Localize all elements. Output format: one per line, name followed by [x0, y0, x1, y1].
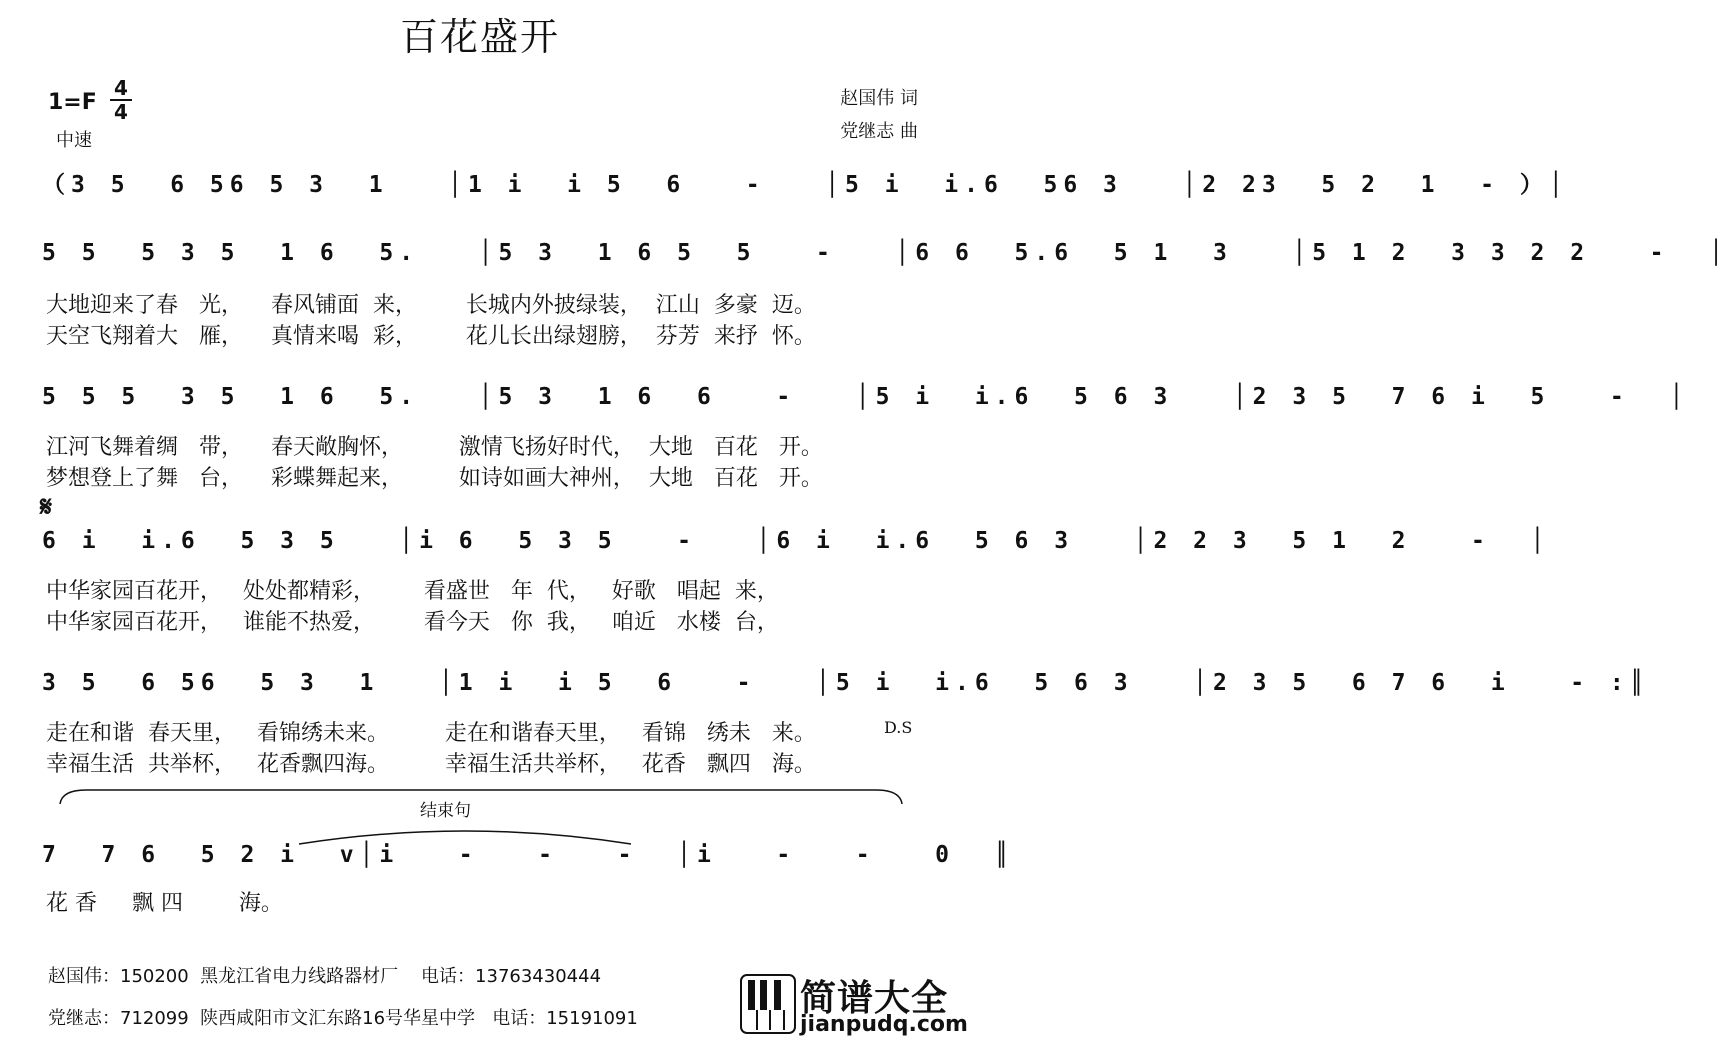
system-4-notes: 6 i i.6 5 3 5 │i 6 5 3 5 - │6 i i.6 5 6 3 │2 2 3 5 1 2 - │ [42, 528, 1551, 554]
system-5-notes: 3 5 6 56 5 3 1 │1 i i 5 6 - │5 i i.6 5 6 3 │2 3 5 6 7 6 i - :║ [42, 670, 1650, 696]
system-5-lyric-verse-1: 走在和谐 春天里， 看锦绣未来。 走在和谐春天里， 看锦 绣未 来。 [46, 721, 816, 746]
system-4-lyric-verse-2: 中华家园百花开， 谁能不热爱， 看今天 你 我， 咱近 水楼 台， [46, 610, 779, 635]
footer-contact-lyricist: 赵国伟：150200 黑龙江省电力线路器材厂 电话：13763430444 [48, 966, 602, 987]
system-6-notes: 7 7 6 5 2 i v│i - - - │i - - 0 ║ [42, 842, 1015, 868]
time-signature [110, 78, 132, 122]
system-2-notes: 5 5 5 3 5 1 6 5. │5 3 1 6 5 5 - │6 6 5.6 5 1 3 │5 1 2 3 3 2 2 - │ [42, 240, 1729, 266]
system-1-notes: （3 5 6 56 5 3 1 │1 i i 5 6 - │5 i i.6 56 3 │2 23 5 2 1 - ）│ [42, 172, 1569, 198]
system-2-lyric-verse-2: 天空飞翔着大 雁， 真情来喝 彩， 花儿长出绿翅膀， 芬芳 来抒 怀。 [46, 324, 816, 349]
system-4-lyric-verse-1: 中华家园百花开， 处处都精彩， 看盛世 年 代， 好歌 唱起 来， [46, 579, 779, 604]
system-5-lyric-verse-2: 幸福生活 共举杯， 花香飘四海。 幸福生活共举杯， 花香 飘四 海。 [46, 752, 816, 777]
logo-url[interactable]: jianpudq.com [800, 1012, 968, 1037]
system-2-lyric-verse-1: 大地迎来了春 光， 春风铺面 来， 长城内外披绿装， 江山 多豪 迈。 [46, 293, 816, 318]
piano-logo-icon [740, 974, 796, 1034]
segno-sign: 𝄋 [40, 490, 53, 523]
page-title: 百花盛开 [399, 15, 560, 59]
key-signature: 1=F [48, 90, 97, 115]
system-3-lyric-verse-1: 江河飞舞着绸 带， 春天敞胸怀， 激情飞扬好时代， 大地 百花 开。 [46, 435, 823, 460]
tempo-marking: 中速 [56, 130, 92, 151]
lyricist-credit: 赵国伟 词 [840, 88, 918, 109]
system-6-lyric: 花 香 飘 四 海。 [46, 891, 283, 916]
tie-slur [295, 822, 635, 848]
system-3-notes: 5 5 5 3 5 1 6 5. │5 3 1 6 6 - │5 i i.6 5 6 3 │2 3 5 7 6 i 5 - │ [42, 384, 1690, 410]
composer-credit: 党继志 曲 [840, 121, 918, 142]
ds-marking: D.S [884, 718, 913, 737]
system-3-lyric-verse-2: 梦想登上了舞 台， 彩蝶舞起来， 如诗如画大神州， 大地 百花 开。 [46, 466, 823, 491]
logo-name: 简谱大全 [800, 978, 949, 1019]
time-signature-top: 4 [114, 76, 128, 100]
ending-label: 结束句 [420, 801, 471, 821]
time-signature-bottom: 4 [114, 100, 128, 124]
ending-bracket [56, 784, 906, 814]
footer-contact-composer: 党继志：712099 陕西咸阳市文汇东路16号华星中学 电话：15191091 [48, 1008, 638, 1029]
